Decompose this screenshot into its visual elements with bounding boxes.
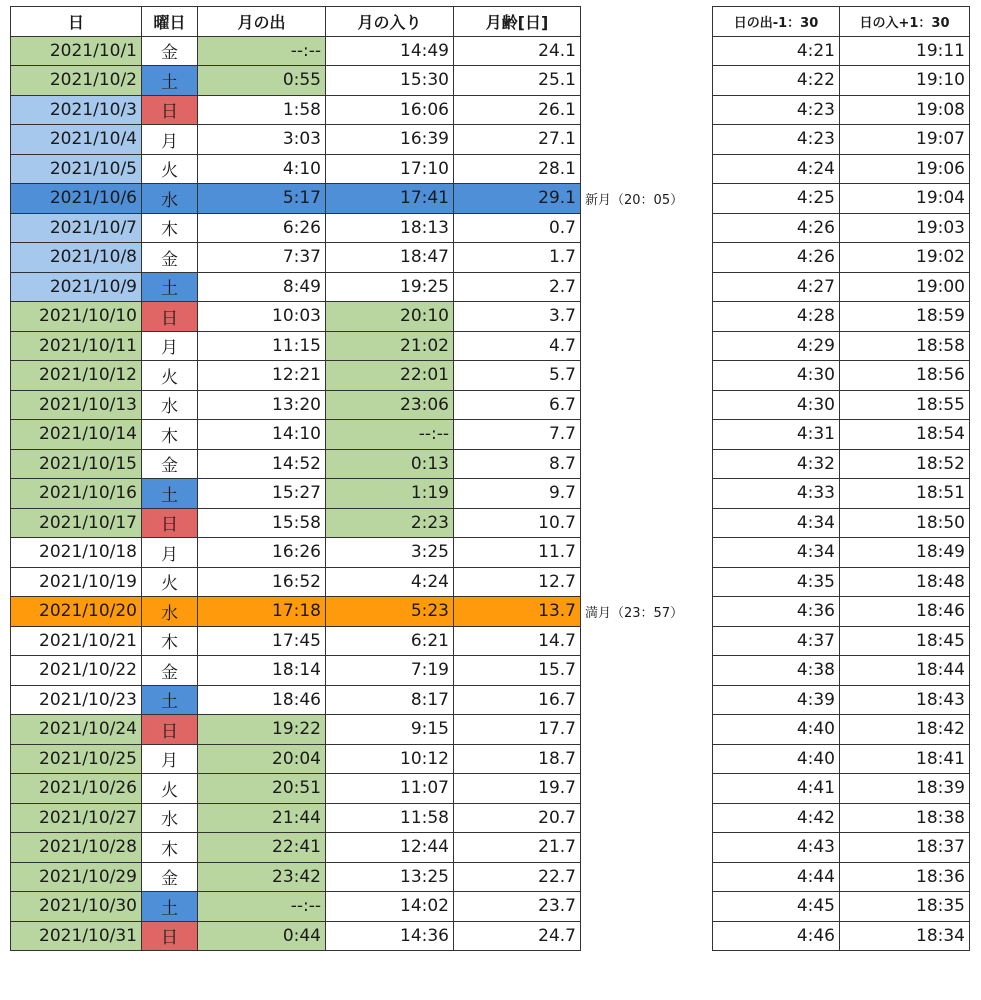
date-cell: 2021/10/1 xyxy=(11,36,142,66)
header-moonrise: 月の出 xyxy=(198,7,326,37)
sunset-plus-cell: 18:48 xyxy=(840,567,970,597)
moonrise-cell: 17:45 xyxy=(198,626,326,656)
day-of-week-cell: 金 xyxy=(142,243,198,273)
moonset-cell: 14:36 xyxy=(326,921,454,951)
sunset-plus-cell: 18:49 xyxy=(840,538,970,568)
sunset-plus-cell: 19:06 xyxy=(840,154,970,184)
sunrise-minus-cell: 4:29 xyxy=(713,331,840,361)
day-of-week-cell: 日 xyxy=(142,302,198,332)
sunrise-minus-cell: 4:32 xyxy=(713,449,840,479)
moonrise-cell: 7:37 xyxy=(198,243,326,273)
day-of-week-cell: 日 xyxy=(142,921,198,951)
moonrise-cell: 19:22 xyxy=(198,715,326,745)
moon-age-cell: 4.7 xyxy=(454,331,581,361)
table-row xyxy=(11,508,581,538)
table-row xyxy=(11,213,581,243)
moon-age-cell: 22.7 xyxy=(454,862,581,892)
moon-age-cell: 21.7 xyxy=(454,833,581,863)
moonrise-cell: 4:10 xyxy=(198,154,326,184)
moonset-cell: 11:58 xyxy=(326,803,454,833)
day-of-week-cell: 土 xyxy=(142,685,198,715)
table-row xyxy=(11,479,581,509)
sunset-plus-cell: 18:55 xyxy=(840,390,970,420)
table-row xyxy=(713,302,970,332)
moonrise-cell: 10:03 xyxy=(198,302,326,332)
day-of-week-cell: 水 xyxy=(142,803,198,833)
sunrise-minus-cell: 4:40 xyxy=(713,715,840,745)
moonset-cell: 17:41 xyxy=(326,184,454,214)
moon-age-cell: 8.7 xyxy=(454,449,581,479)
sunset-plus-cell: 18:37 xyxy=(840,833,970,863)
moonset-cell: 16:39 xyxy=(326,125,454,155)
sunrise-minus-cell: 4:26 xyxy=(713,213,840,243)
moonset-cell: 11:07 xyxy=(326,774,454,804)
table-row xyxy=(713,626,970,656)
moon-age-cell: 26.1 xyxy=(454,95,581,125)
table-row xyxy=(713,715,970,745)
day-of-week-cell: 月 xyxy=(142,744,198,774)
moonrise-cell: --:-- xyxy=(198,892,326,922)
date-cell: 2021/10/26 xyxy=(11,774,142,804)
date-cell: 2021/10/29 xyxy=(11,862,142,892)
day-of-week-cell: 金 xyxy=(142,36,198,66)
table-row xyxy=(11,154,581,184)
moon-age-cell: 11.7 xyxy=(454,538,581,568)
date-cell: 2021/10/3 xyxy=(11,95,142,125)
table-row xyxy=(11,862,581,892)
moonset-cell: 0:13 xyxy=(326,449,454,479)
sunrise-minus-cell: 4:45 xyxy=(713,892,840,922)
table-row xyxy=(11,420,581,450)
moon-phase-note: 満月（23：57） xyxy=(585,606,684,621)
table-row xyxy=(713,449,970,479)
sunset-plus-cell: 18:41 xyxy=(840,744,970,774)
day-of-week-cell: 木 xyxy=(142,626,198,656)
date-cell: 2021/10/14 xyxy=(11,420,142,450)
date-cell: 2021/10/16 xyxy=(11,479,142,509)
header-moonset: 月の入り xyxy=(326,7,454,37)
table-row xyxy=(713,95,970,125)
moonset-cell: 21:02 xyxy=(326,331,454,361)
date-cell: 2021/10/12 xyxy=(11,361,142,391)
moon-age-cell: 23.7 xyxy=(454,892,581,922)
date-cell: 2021/10/4 xyxy=(11,125,142,155)
moonset-cell: 17:10 xyxy=(326,154,454,184)
sunrise-minus-cell: 4:23 xyxy=(713,95,840,125)
sunrise-minus-cell: 4:46 xyxy=(713,921,840,951)
table-row xyxy=(11,744,581,774)
moonset-cell: 10:12 xyxy=(326,744,454,774)
header-moon-age: 月齢[日] xyxy=(454,7,581,37)
moonrise-cell: 13:20 xyxy=(198,390,326,420)
date-cell: 2021/10/28 xyxy=(11,833,142,863)
moonrise-cell: 15:27 xyxy=(198,479,326,509)
moon-age-cell: 0.7 xyxy=(454,213,581,243)
moonrise-cell: 14:52 xyxy=(198,449,326,479)
date-cell: 2021/10/9 xyxy=(11,272,142,302)
sunset-plus-cell: 19:08 xyxy=(840,95,970,125)
header-day-of-week: 曜日 xyxy=(142,7,198,37)
table-row xyxy=(713,597,970,627)
moonset-cell: 2:23 xyxy=(326,508,454,538)
table-row xyxy=(713,508,970,538)
table-row xyxy=(713,479,970,509)
sunset-plus-cell: 18:59 xyxy=(840,302,970,332)
sunrise-minus-cell: 4:34 xyxy=(713,508,840,538)
sunset-plus-cell: 18:43 xyxy=(840,685,970,715)
sunset-plus-cell: 19:11 xyxy=(840,36,970,66)
moon-age-cell: 19.7 xyxy=(454,774,581,804)
day-of-week-cell: 土 xyxy=(142,892,198,922)
moonrise-cell: 16:26 xyxy=(198,538,326,568)
table-row xyxy=(11,715,581,745)
table-row xyxy=(713,862,970,892)
day-of-week-cell: 金 xyxy=(142,449,198,479)
sunset-plus-cell: 18:56 xyxy=(840,361,970,391)
day-of-week-cell: 月 xyxy=(142,538,198,568)
sunset-plus-cell: 18:58 xyxy=(840,331,970,361)
date-cell: 2021/10/10 xyxy=(11,302,142,332)
sunrise-minus-cell: 4:24 xyxy=(713,154,840,184)
moonrise-cell: 18:14 xyxy=(198,656,326,686)
sunset-plus-cell: 18:44 xyxy=(840,656,970,686)
table-row xyxy=(11,243,581,273)
moonset-cell: 1:19 xyxy=(326,479,454,509)
table-row xyxy=(713,213,970,243)
header-sunrise-minus: 日の出-1：30 xyxy=(713,7,840,37)
sunrise-minus-cell: 4:25 xyxy=(713,184,840,214)
moon-age-cell: 9.7 xyxy=(454,479,581,509)
moonset-cell: 14:49 xyxy=(326,36,454,66)
table-row xyxy=(11,302,581,332)
table-row xyxy=(11,656,581,686)
table-row xyxy=(11,272,581,302)
table-row xyxy=(713,420,970,450)
moon-age-cell: 29.1 xyxy=(454,184,581,214)
day-of-week-cell: 日 xyxy=(142,508,198,538)
moonset-cell: --:-- xyxy=(326,420,454,450)
sunrise-minus-cell: 4:35 xyxy=(713,567,840,597)
table-row xyxy=(713,243,970,273)
moon-age-cell: 15.7 xyxy=(454,656,581,686)
table-row xyxy=(11,449,581,479)
date-cell: 2021/10/18 xyxy=(11,538,142,568)
sunrise-minus-cell: 4:36 xyxy=(713,597,840,627)
moonset-cell: 18:13 xyxy=(326,213,454,243)
moonset-cell: 14:02 xyxy=(326,892,454,922)
moonset-cell: 9:15 xyxy=(326,715,454,745)
moonrise-cell: --:-- xyxy=(198,36,326,66)
moonrise-cell: 12:21 xyxy=(198,361,326,391)
moon-age-cell: 20.7 xyxy=(454,803,581,833)
moonrise-cell: 18:46 xyxy=(198,685,326,715)
table-row xyxy=(11,921,581,951)
date-cell: 2021/10/2 xyxy=(11,66,142,96)
moonrise-cell: 5:17 xyxy=(198,184,326,214)
moon-age-cell: 7.7 xyxy=(454,420,581,450)
moon-table-body xyxy=(11,36,581,951)
day-of-week-cell: 月 xyxy=(142,125,198,155)
moonset-cell: 18:47 xyxy=(326,243,454,273)
moonrise-cell: 15:58 xyxy=(198,508,326,538)
date-cell: 2021/10/25 xyxy=(11,744,142,774)
moon-age-cell: 13.7 xyxy=(454,597,581,627)
sunrise-minus-cell: 4:23 xyxy=(713,125,840,155)
table-row xyxy=(11,685,581,715)
moonset-cell: 16:06 xyxy=(326,95,454,125)
table-row xyxy=(713,361,970,391)
date-cell: 2021/10/21 xyxy=(11,626,142,656)
date-cell: 2021/10/6 xyxy=(11,184,142,214)
sunset-plus-cell: 19:00 xyxy=(840,272,970,302)
sunset-plus-cell: 18:36 xyxy=(840,862,970,892)
day-of-week-cell: 火 xyxy=(142,774,198,804)
moonset-cell: 12:44 xyxy=(326,833,454,863)
sunset-plus-cell: 19:02 xyxy=(840,243,970,273)
moon-age-cell: 3.7 xyxy=(454,302,581,332)
sunrise-minus-cell: 4:28 xyxy=(713,302,840,332)
table-row xyxy=(713,154,970,184)
sunrise-minus-cell: 4:38 xyxy=(713,656,840,686)
table-row xyxy=(713,656,970,686)
day-of-week-cell: 金 xyxy=(142,862,198,892)
sun-table-header-row xyxy=(713,7,970,37)
sunrise-minus-cell: 4:37 xyxy=(713,626,840,656)
moon-table xyxy=(10,6,581,951)
table-row xyxy=(11,125,581,155)
table-row xyxy=(713,36,970,66)
sunset-plus-cell: 18:35 xyxy=(840,892,970,922)
sunrise-minus-cell: 4:40 xyxy=(713,744,840,774)
moonrise-cell: 22:41 xyxy=(198,833,326,863)
moon-age-cell: 28.1 xyxy=(454,154,581,184)
date-cell: 2021/10/8 xyxy=(11,243,142,273)
table-row xyxy=(713,685,970,715)
moonrise-cell: 20:04 xyxy=(198,744,326,774)
moon-age-cell: 16.7 xyxy=(454,685,581,715)
sunrise-minus-cell: 4:27 xyxy=(713,272,840,302)
moon-age-cell: 18.7 xyxy=(454,744,581,774)
header-date: 日 xyxy=(11,7,142,37)
date-cell: 2021/10/20 xyxy=(11,597,142,627)
moon-age-cell: 10.7 xyxy=(454,508,581,538)
moonrise-cell: 3:03 xyxy=(198,125,326,155)
sunrise-minus-cell: 4:22 xyxy=(713,66,840,96)
table-row xyxy=(713,66,970,96)
day-of-week-cell: 水 xyxy=(142,390,198,420)
moonset-cell: 20:10 xyxy=(326,302,454,332)
moonrise-cell: 11:15 xyxy=(198,331,326,361)
moon-table-header-row xyxy=(11,7,581,37)
moon-age-cell: 27.1 xyxy=(454,125,581,155)
table-row xyxy=(713,833,970,863)
table-row xyxy=(11,66,581,96)
day-of-week-cell: 土 xyxy=(142,66,198,96)
moonset-cell: 19:25 xyxy=(326,272,454,302)
moonset-cell: 23:06 xyxy=(326,390,454,420)
table-row xyxy=(713,567,970,597)
sunrise-minus-cell: 4:34 xyxy=(713,538,840,568)
sunset-plus-cell: 18:45 xyxy=(840,626,970,656)
table-row xyxy=(713,892,970,922)
moon-age-cell: 2.7 xyxy=(454,272,581,302)
moonset-cell: 6:21 xyxy=(326,626,454,656)
moonrise-cell: 8:49 xyxy=(198,272,326,302)
moonrise-cell: 17:18 xyxy=(198,597,326,627)
day-of-week-cell: 火 xyxy=(142,567,198,597)
sunrise-minus-cell: 4:33 xyxy=(713,479,840,509)
date-cell: 2021/10/22 xyxy=(11,656,142,686)
sunset-plus-cell: 18:42 xyxy=(840,715,970,745)
moonrise-cell: 6:26 xyxy=(198,213,326,243)
table-row xyxy=(713,921,970,951)
table-row xyxy=(11,538,581,568)
date-cell: 2021/10/13 xyxy=(11,390,142,420)
moon-age-cell: 5.7 xyxy=(454,361,581,391)
moon-age-cell: 1.7 xyxy=(454,243,581,273)
moonrise-cell: 0:44 xyxy=(198,921,326,951)
moonrise-cell: 1:58 xyxy=(198,95,326,125)
moon-age-cell: 25.1 xyxy=(454,66,581,96)
sunset-plus-cell: 18:54 xyxy=(840,420,970,450)
day-of-week-cell: 火 xyxy=(142,154,198,184)
moonset-cell: 13:25 xyxy=(326,862,454,892)
day-of-week-cell: 水 xyxy=(142,597,198,627)
date-cell: 2021/10/15 xyxy=(11,449,142,479)
table-row xyxy=(11,361,581,391)
date-cell: 2021/10/19 xyxy=(11,567,142,597)
sunrise-minus-cell: 4:43 xyxy=(713,833,840,863)
moonset-cell: 3:25 xyxy=(326,538,454,568)
sun-table-body xyxy=(713,36,970,951)
sunset-plus-cell: 18:46 xyxy=(840,597,970,627)
table-row xyxy=(11,803,581,833)
moonrise-cell: 16:52 xyxy=(198,567,326,597)
table-row xyxy=(11,597,581,627)
day-of-week-cell: 木 xyxy=(142,420,198,450)
date-cell: 2021/10/23 xyxy=(11,685,142,715)
date-cell: 2021/10/5 xyxy=(11,154,142,184)
day-of-week-cell: 土 xyxy=(142,272,198,302)
date-cell: 2021/10/31 xyxy=(11,921,142,951)
sunrise-minus-cell: 4:39 xyxy=(713,685,840,715)
sun-table xyxy=(712,6,970,951)
sunrise-minus-cell: 4:44 xyxy=(713,862,840,892)
sunrise-minus-cell: 4:42 xyxy=(713,803,840,833)
moonset-cell: 8:17 xyxy=(326,685,454,715)
moon-age-cell: 12.7 xyxy=(454,567,581,597)
date-cell: 2021/10/7 xyxy=(11,213,142,243)
table-row xyxy=(11,95,581,125)
sunset-plus-cell: 19:10 xyxy=(840,66,970,96)
table-row xyxy=(713,803,970,833)
sunset-plus-cell: 18:51 xyxy=(840,479,970,509)
day-of-week-cell: 木 xyxy=(142,213,198,243)
sunset-plus-cell: 19:04 xyxy=(840,184,970,214)
sunrise-minus-cell: 4:30 xyxy=(713,390,840,420)
sunset-plus-cell: 18:50 xyxy=(840,508,970,538)
day-of-week-cell: 木 xyxy=(142,833,198,863)
table-row xyxy=(11,833,581,863)
day-of-week-cell: 土 xyxy=(142,479,198,509)
date-cell: 2021/10/17 xyxy=(11,508,142,538)
sunset-plus-cell: 19:03 xyxy=(840,213,970,243)
moonrise-cell: 0:55 xyxy=(198,66,326,96)
table-row xyxy=(11,774,581,804)
sunset-plus-cell: 19:07 xyxy=(840,125,970,155)
moon-phase-note: 新月（20：05） xyxy=(585,193,684,208)
moonset-cell: 4:24 xyxy=(326,567,454,597)
moonset-cell: 15:30 xyxy=(326,66,454,96)
table-row xyxy=(11,626,581,656)
day-of-week-cell: 月 xyxy=(142,331,198,361)
moonset-cell: 22:01 xyxy=(326,361,454,391)
sunrise-minus-cell: 4:30 xyxy=(713,361,840,391)
sunset-plus-cell: 18:39 xyxy=(840,774,970,804)
moonrise-cell: 20:51 xyxy=(198,774,326,804)
moon-age-cell: 6.7 xyxy=(454,390,581,420)
moonrise-cell: 23:42 xyxy=(198,862,326,892)
table-row xyxy=(11,184,581,214)
moon-age-cell: 24.1 xyxy=(454,36,581,66)
table-row xyxy=(713,125,970,155)
sunset-plus-cell: 18:52 xyxy=(840,449,970,479)
day-of-week-cell: 金 xyxy=(142,656,198,686)
table-row xyxy=(713,538,970,568)
sunrise-minus-cell: 4:41 xyxy=(713,774,840,804)
date-cell: 2021/10/27 xyxy=(11,803,142,833)
moon-age-cell: 24.7 xyxy=(454,921,581,951)
table-row xyxy=(11,567,581,597)
table-row xyxy=(713,331,970,361)
header-sunset-plus: 日の入+1：30 xyxy=(840,7,970,37)
table-row xyxy=(11,390,581,420)
table-row xyxy=(713,184,970,214)
moon-age-cell: 17.7 xyxy=(454,715,581,745)
day-of-week-cell: 日 xyxy=(142,95,198,125)
table-row xyxy=(11,331,581,361)
table-row xyxy=(713,744,970,774)
moonset-cell: 7:19 xyxy=(326,656,454,686)
moon-age-cell: 14.7 xyxy=(454,626,581,656)
moonrise-cell: 14:10 xyxy=(198,420,326,450)
sunset-plus-cell: 18:38 xyxy=(840,803,970,833)
date-cell: 2021/10/30 xyxy=(11,892,142,922)
sunrise-minus-cell: 4:26 xyxy=(713,243,840,273)
date-cell: 2021/10/24 xyxy=(11,715,142,745)
date-cell: 2021/10/11 xyxy=(11,331,142,361)
table-row xyxy=(713,390,970,420)
table-row xyxy=(713,272,970,302)
table-row xyxy=(11,36,581,66)
day-of-week-cell: 火 xyxy=(142,361,198,391)
moonset-cell: 5:23 xyxy=(326,597,454,627)
sunrise-minus-cell: 4:31 xyxy=(713,420,840,450)
day-of-week-cell: 水 xyxy=(142,184,198,214)
sunrise-minus-cell: 4:21 xyxy=(713,36,840,66)
sunset-plus-cell: 18:34 xyxy=(840,921,970,951)
day-of-week-cell: 日 xyxy=(142,715,198,745)
table-row xyxy=(713,774,970,804)
moonrise-cell: 21:44 xyxy=(198,803,326,833)
table-row xyxy=(11,892,581,922)
